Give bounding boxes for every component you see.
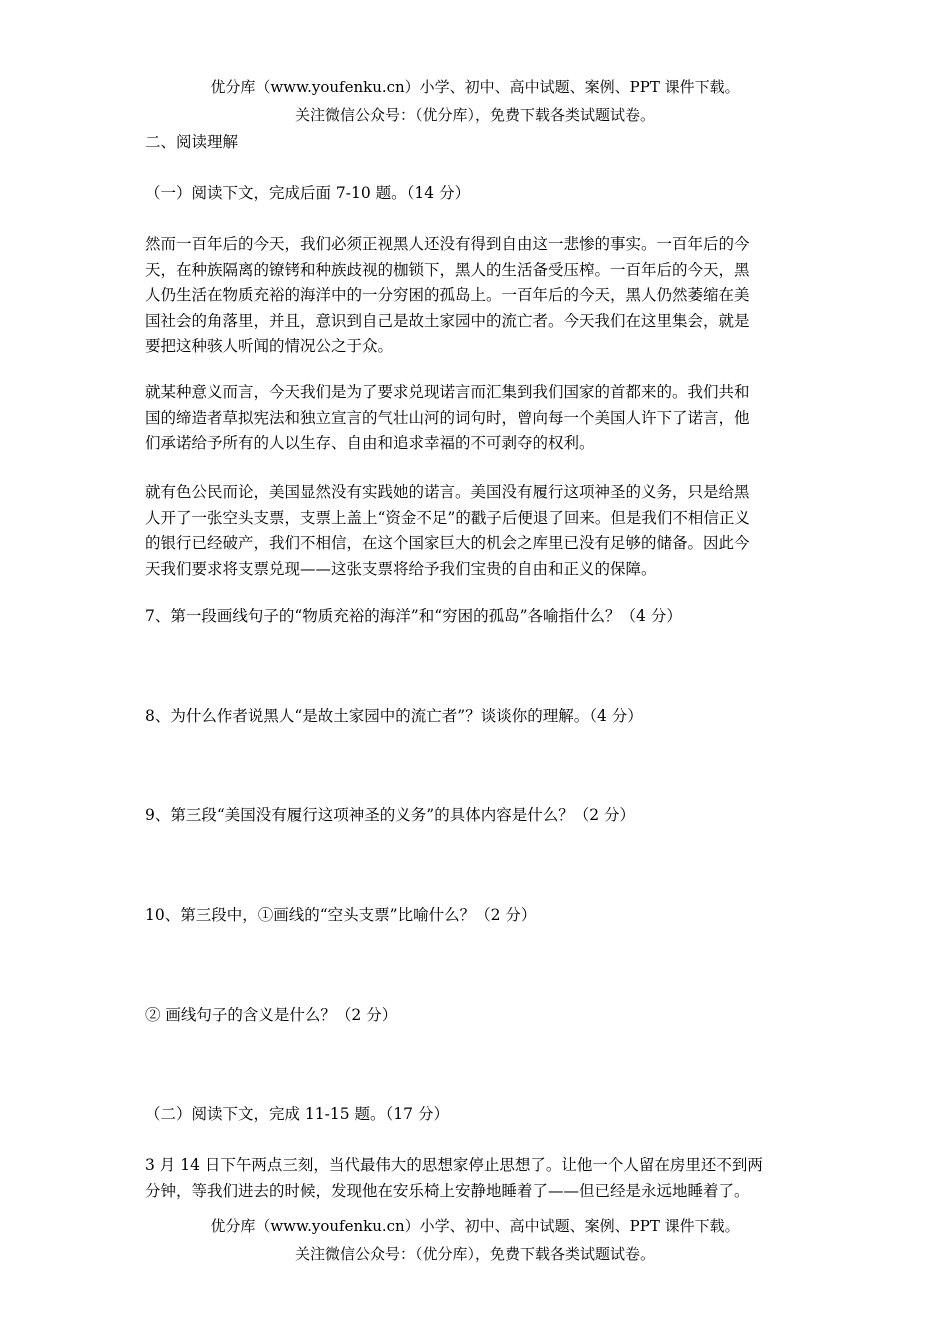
paragraph-line: 就有色公民而论，美国显然没有实践她的诺言。美国没有履行这项神圣的义务，只是给黑 bbox=[145, 483, 750, 501]
paragraph-line: 的银行已经破产，我们不相信，在这个国家巨大的机会之库里已没有足够的储备。因此今 bbox=[145, 534, 750, 552]
paragraph-line: 人仍生活在物质充裕的海洋中的一分穷困的孤岛上。一百年后的今天，黑人仍然萎缩在美 bbox=[145, 286, 750, 304]
paragraph-line: 人开了一张空头支票，支票上盖上“资金不足”的戳子后便退了回来。但是我们不相信正义 bbox=[145, 508, 750, 527]
paragraph-1 bbox=[145, 232, 810, 360]
page-header bbox=[0, 73, 950, 129]
footer-line-1: 优分库（www.youfenku.cn）小学、初中、高中试题、案例、PPT 课件下载。 bbox=[210, 1217, 740, 1235]
header-line-2: 关注微信公众号：（优分库），免费下载各类试题试卷。 bbox=[294, 106, 655, 124]
paragraph-3 bbox=[145, 480, 810, 582]
question-10-part-2: ② 画线句子的含义是什么？（2 分） bbox=[145, 1006, 398, 1024]
paragraph-line: 天我们要求将支票兑现——这张支票将给予我们宝贵的自由和正义的保障。 bbox=[145, 559, 657, 578]
paragraph-line: 们承诺给予所有的人以生存、自由和追求幸福的不可剥夺的权利。 bbox=[145, 434, 595, 452]
paragraph-line: 国的缔造者草拟宪法和独立宣言的气壮山河的词句时，曾向每一个美国人许下了诺言，他 bbox=[145, 408, 750, 427]
paragraph-line: 3 月 14 日下午两点三刻，当代最伟大的思想家停止思想了。让他一个人留在房里还不到两 bbox=[145, 1156, 763, 1174]
question-9: 9、第三段“美国没有履行这项神圣的义务”的具体内容是什么？（2 分） bbox=[145, 806, 636, 824]
paragraph-line: 要把这种骇人听闻的情况公之于众。 bbox=[145, 337, 394, 355]
page-footer bbox=[0, 1212, 950, 1268]
question-8: 8、为什么作者说黑人“是故土家园中的流亡者”？谈谈你的理解。（4 分） bbox=[145, 707, 643, 725]
footer-line-2: 关注微信公众号：（优分库），免费下载各类试题试卷。 bbox=[294, 1245, 655, 1263]
question-7: 7、第一段画线句子的“物质充裕的海洋”和“穷困的孤岛”各喻指什么？（4 分） bbox=[145, 607, 682, 625]
paragraph-line: 然而一百年后的今天，我们必须正视黑人还没有得到自由这一悲惨的事实。一百年后的今 bbox=[145, 235, 750, 253]
section-title: 二、阅读理解 bbox=[145, 133, 239, 151]
paragraph-line: 国社会的角落里，并且，意识到自己是故土家园中的流亡者。今天我们在这里集会，就是 bbox=[145, 311, 750, 330]
part2-instruction: （二）阅读下文，完成 11-15 题。（17 分） bbox=[145, 1105, 449, 1123]
paragraph-2 bbox=[145, 380, 810, 457]
question-10-part-1: 10、第三段中，①画线的“空头支票”比喻什么？（2 分） bbox=[145, 906, 537, 924]
part1-instruction: （一）阅读下文，完成后面 7-10 题。（14 分） bbox=[145, 184, 471, 202]
header-line-1: 优分库（www.youfenku.cn）小学、初中、高中试题、案例、PPT 课件下载。 bbox=[210, 78, 740, 96]
paragraph-line: 就某种意义而言，今天我们是为了要求兑现诺言而汇集到我们国家的首都来的。我们共和 bbox=[145, 383, 750, 401]
paragraph-line: 天，在种族隔离的镣铐和种族歧视的枷锁下，黑人的生活备受压榨。一百年后的今天，黑 bbox=[145, 260, 750, 279]
paragraph-part2 bbox=[145, 1153, 810, 1204]
paragraph-line: 分钟，等我们进去的时候，发现他在安乐椅上安静地睡着了——但已经是永远地睡着了。 bbox=[145, 1181, 750, 1200]
